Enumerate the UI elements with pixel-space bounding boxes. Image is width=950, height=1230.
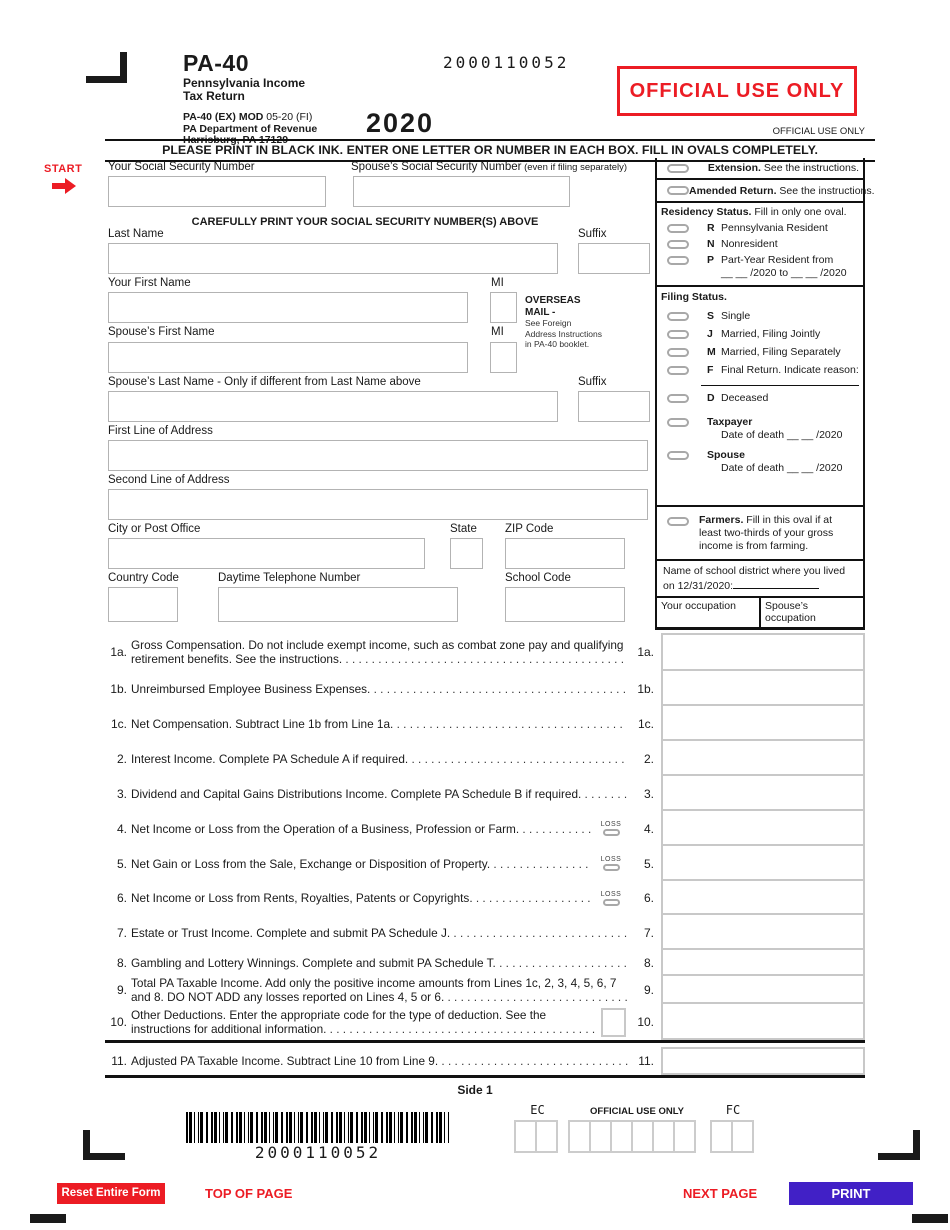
line-5-amount-input[interactable] — [661, 844, 865, 881]
line-6-loss — [593, 891, 629, 906]
spouse-ssn-label — [351, 161, 627, 173]
address1-input[interactable] — [108, 440, 648, 471]
country-code-label: Country Code — [108, 572, 179, 584]
line-text: Net Compensation. Subtract Line 1b from Line 1a. . . . — [131, 717, 629, 731]
deceased-code: D — [707, 392, 715, 404]
overseas-title-line1: OVERSEAS — [525, 295, 581, 306]
line-8-amount-input[interactable] — [661, 948, 865, 976]
fc-box-1[interactable] — [710, 1120, 733, 1153]
line-ref: 8. — [643, 956, 654, 970]
line-text: Net Income or Loss from the Operation of a Business, Profession or Farm. . . . — [131, 822, 593, 836]
spouse-mi-input[interactable] — [490, 342, 517, 373]
form-revision-suffix: 05-20 (FI) — [263, 111, 313, 123]
mi-label: MI — [491, 277, 504, 289]
school-district-line2-wrap — [663, 579, 857, 594]
form-line-4 — [105, 811, 865, 846]
line-ref: 1b. — [637, 681, 654, 696]
line-number: 4. — [116, 821, 127, 836]
line-9-amount-input[interactable] — [661, 974, 865, 1004]
overseas-mail-note — [525, 295, 640, 350]
extension-label: Extension. — [707, 162, 761, 174]
spouse-first-name-input[interactable] — [108, 342, 468, 373]
line-number: 9. — [116, 983, 127, 997]
form-revision — [183, 112, 317, 124]
line-2-amount-input[interactable] — [661, 739, 865, 776]
official-use-box-5[interactable] — [652, 1120, 675, 1153]
official-use-box-4[interactable] — [631, 1120, 654, 1153]
start-arrow-icon — [52, 183, 66, 189]
line-ref: 4. — [643, 821, 654, 836]
filing-m-code: M — [707, 346, 716, 358]
form-line-7 — [105, 915, 865, 950]
filing-option-j — [657, 328, 863, 340]
residency-title — [661, 206, 863, 218]
form-line-8 — [105, 950, 865, 976]
side-label: Side 1 — [457, 1083, 493, 1097]
official-use-cells-label: OFFICIAL USE ONLY — [590, 1106, 684, 1117]
spouse-date-of-death[interactable]: Date of death __ __ /2020 — [721, 462, 843, 474]
residency-title-bold: Residency Status. — [661, 206, 752, 218]
farmers-oval[interactable] — [667, 517, 689, 526]
ssn-caution-text: CAREFULLY PRINT YOUR SOCIAL SECURITY NUMBER(S) ABOVE — [191, 216, 539, 228]
filing-status-block — [657, 287, 863, 507]
line-text: Other Deductions. Enter the appropriate code for the type of deduction. See the instructions for additional information. . . . — [131, 1008, 601, 1036]
spouse-occupation-label: Spouse’s occupation — [765, 600, 816, 624]
official-use-box-2[interactable] — [589, 1120, 612, 1153]
official-use-only-small: OFFICIAL USE ONLY — [772, 126, 865, 137]
form-code: PA-40 — [183, 50, 249, 76]
form-line-1b — [105, 671, 865, 706]
extension-oval[interactable] — [667, 164, 689, 173]
line-ref: 6. — [643, 891, 654, 905]
part-year-dates[interactable]: __ __ /2020 to __ __ /2020 — [721, 267, 847, 279]
line-number: 3. — [116, 786, 127, 801]
school-district-input-line[interactable] — [733, 579, 819, 589]
form-title-line1: Pennsylvania Income — [183, 76, 306, 90]
line-6-loss-oval[interactable] — [603, 899, 620, 906]
amended-return-row — [657, 180, 875, 203]
spouse-deceased-option — [657, 449, 863, 461]
form-line-5 — [105, 846, 865, 881]
official-use-box-1[interactable] — [568, 1120, 591, 1153]
line-text: Net Gain or Loss from the Sale, Exchange or Disposition of Property. . . . — [131, 857, 593, 871]
spouse-ssn-input[interactable] — [353, 176, 570, 207]
line-ref: 10. — [637, 1015, 654, 1029]
residency-n-code: N — [707, 238, 715, 250]
filing-status-title: Filing Status. — [661, 291, 727, 303]
page-edge-mark-left — [30, 1214, 66, 1223]
address1-label: First Line of Address — [108, 425, 213, 437]
country-code-input[interactable] — [108, 587, 178, 622]
corner-mark-bottom-right — [878, 1130, 920, 1160]
ec-box-1[interactable] — [514, 1120, 537, 1153]
line-text: Gambling and Lottery Winnings. Complete and submit PA Schedule T. . . . — [131, 956, 629, 970]
city-label: City or Post Office — [108, 523, 201, 535]
line-text: Adjusted PA Taxable Income. Subtract Line 10 from Line 9. . . . — [131, 1054, 629, 1068]
mi-input[interactable] — [490, 292, 517, 323]
school-code-input[interactable] — [505, 587, 625, 622]
line-text: Estate or Trust Income. Complete and submit PA Schedule J. . . . — [131, 926, 629, 940]
phone-input[interactable] — [218, 587, 458, 622]
your-occupation-label: Your occupation — [661, 600, 736, 612]
overseas-note-line3: in PA-40 booklet. — [525, 339, 590, 349]
taxpayer-deceased-oval[interactable] — [667, 418, 689, 427]
residency-p-oval[interactable] — [667, 256, 689, 265]
line-ref: 11. — [638, 1054, 654, 1068]
line-3-amount-input[interactable] — [661, 774, 865, 811]
line-10-deduction-code-input[interactable] — [601, 1008, 626, 1037]
residency-title-note: Fill in only one oval. — [751, 206, 847, 218]
income-lines-section — [105, 633, 865, 1078]
school-code-label: School Code — [505, 572, 571, 584]
corner-mark-top-left — [86, 52, 127, 83]
barcode-number: 2000110052 — [254, 1143, 382, 1162]
taxpayer-deceased-option — [657, 416, 863, 428]
extension-row — [657, 158, 863, 180]
line-number: 11. — [111, 1054, 127, 1068]
farmers-label: Farmers. — [699, 514, 744, 526]
farmers-text — [699, 514, 854, 559]
amended-return-text — [689, 185, 879, 197]
line-ref: 1c. — [637, 716, 654, 731]
line-text: Dividend and Capital Gains Distributions Income. Complete PA Schedule B if required. . . . — [131, 787, 629, 801]
spouse-last-name-input[interactable] — [108, 391, 558, 422]
address2-input[interactable] — [108, 489, 648, 520]
final-return-reason-line[interactable] — [701, 385, 859, 386]
first-name-label: Your First Name — [108, 277, 191, 289]
amended-return-note: See the instructions. — [776, 184, 875, 197]
filing-j-code: J — [707, 328, 713, 340]
line-ref: 9. — [643, 983, 654, 997]
deceased-label: Deceased — [721, 392, 769, 404]
overseas-title-line2: MAIL - — [525, 306, 556, 318]
line-ref: 7. — [643, 925, 654, 940]
residency-p-label: Part-Year Resident from — [721, 254, 834, 266]
filing-option-f — [657, 364, 863, 376]
line-10-amount-input[interactable] — [661, 1002, 865, 1040]
official-use-only-box — [617, 66, 857, 116]
form-title-line2: Tax Return — [183, 89, 245, 103]
form-line-3 — [105, 776, 865, 811]
overseas-note-line1: See Foreign — [525, 318, 572, 328]
spouse-ssn-note: (even if filing separately) — [521, 162, 628, 173]
reset-entire-form-button[interactable]: Reset Entire Form — [57, 1183, 165, 1204]
taxpayer-label: Taxpayer — [707, 416, 753, 428]
spouse-deceased-oval[interactable] — [667, 451, 689, 460]
address2-label: Second Line of Address — [108, 474, 230, 486]
zip-input[interactable] — [505, 538, 625, 569]
residency-n-oval[interactable] — [667, 240, 689, 249]
occupation-row — [657, 598, 863, 630]
section-rule — [105, 1075, 865, 1078]
taxpayer-date-of-death[interactable]: Date of death __ __ /2020 — [721, 429, 843, 441]
zip-label: ZIP Code — [505, 523, 554, 535]
extension-note: See the instructions. — [760, 162, 859, 174]
official-use-only-text: OFFICIAL USE ONLY — [629, 79, 845, 102]
document-number-top: 2000110052 — [443, 53, 570, 72]
loss-label: LOSS — [600, 890, 622, 898]
city-input[interactable] — [108, 538, 425, 569]
top-of-page-link[interactable]: TOP OF PAGE — [205, 1186, 293, 1201]
barcode — [186, 1112, 450, 1143]
line-4-loss — [593, 821, 629, 836]
line-4-amount-input[interactable] — [661, 809, 865, 846]
form-line-2 — [105, 741, 865, 776]
residency-p-code: P — [707, 254, 715, 266]
next-page-link[interactable]: NEXT PAGE — [683, 1186, 758, 1201]
line-6-amount-input[interactable] — [661, 879, 865, 915]
line-ref: 2. — [643, 751, 654, 766]
identity-section — [105, 158, 655, 630]
your-ssn-input[interactable] — [108, 176, 326, 207]
overseas-note-line2: Address Instructions — [525, 328, 603, 339]
line-text: Total PA Taxable Income. Add only the positive income amounts from Lines 1c, 2, 3, 4, 5, 6, 7 and 8. DO NOT ADD any losses reported on Lines 4, 5 or 6. . . . — [131, 976, 629, 1004]
filing-m-label: Married, Filing Separately — [721, 346, 841, 358]
filing-option-d — [657, 392, 863, 404]
form-line-6 — [105, 881, 865, 915]
filing-f-oval[interactable] — [667, 366, 689, 375]
suffix-input[interactable] — [578, 243, 650, 274]
state-label: State — [450, 523, 477, 535]
line-number: 8. — [116, 956, 127, 970]
state-input[interactable] — [450, 538, 483, 569]
fc-box-2[interactable] — [731, 1120, 754, 1153]
line-number: 6. — [116, 891, 127, 905]
school-district-line1: Name of school district where you lived — [663, 565, 846, 577]
spouse-suffix-input[interactable] — [578, 391, 650, 422]
print-instructions-banner: PLEASE PRINT IN BLACK INK. ENTER ONE LETTER OR NUMBER IN EACH BOX. FILL IN OVALS COMPLETELY. — [105, 139, 875, 162]
official-use-box-6[interactable] — [673, 1120, 696, 1153]
line-11-amount-input[interactable] — [661, 1047, 865, 1075]
line-7-amount-input[interactable] — [661, 913, 865, 950]
farmers-block — [657, 507, 863, 561]
amended-return-label: Amended Return. — [689, 184, 777, 197]
ec-boxes — [514, 1120, 558, 1153]
residency-r-label: Pennsylvania Resident — [721, 222, 828, 234]
spouse-deceased-label: Spouse — [707, 449, 745, 461]
filing-option-s — [657, 310, 863, 322]
your-ssn-label: Your Social Security Number — [108, 161, 255, 173]
fc-boxes — [710, 1120, 754, 1153]
residency-option-r — [657, 222, 863, 234]
filing-s-label: Single — [721, 310, 751, 322]
ec-box-2[interactable] — [535, 1120, 558, 1153]
form-line-1a — [105, 633, 865, 671]
phone-label: Daytime Telephone Number — [218, 572, 361, 584]
filing-j-label: Married, Filing Jointly — [721, 328, 821, 340]
line-5-loss — [593, 856, 629, 871]
filing-s-code: S — [707, 310, 715, 322]
tax-year: 2020 — [366, 108, 435, 138]
line-number: 1b. — [110, 681, 127, 696]
loss-label: LOSS — [600, 856, 622, 863]
spouse-suffix-label: Suffix — [578, 376, 607, 388]
official-use-boxes — [568, 1120, 696, 1153]
your-occupation-field[interactable] — [657, 598, 761, 627]
filing-s-oval[interactable] — [667, 312, 689, 321]
line-number: 1c. — [110, 716, 127, 731]
line-number: 10. — [110, 1015, 127, 1029]
residency-option-p — [657, 254, 863, 266]
school-district-line2: on 12/31/2020: — [663, 579, 734, 592]
line-text: Gross Compensation. Do not include exempt income, such as combat zone pay and qualifying retirement benefits. See the instructions. . . . — [131, 638, 629, 666]
line-text: Net Income or Loss from Rents, Royalties, Patents or Copyrights. . . . — [131, 891, 593, 905]
corner-mark-bottom-left — [83, 1130, 125, 1160]
filing-m-oval[interactable] — [667, 348, 689, 357]
amended-return-oval[interactable] — [667, 186, 689, 195]
loss-label: LOSS — [600, 821, 622, 828]
fc-label: FC — [725, 1103, 741, 1117]
line-ref: 1a. — [637, 645, 654, 659]
line-1b-amount-input[interactable] — [661, 669, 865, 706]
filing-f-code: F — [707, 364, 714, 376]
first-name-input[interactable] — [108, 292, 468, 323]
residency-r-code: R — [707, 222, 715, 234]
print-button[interactable]: PRINT — [789, 1182, 913, 1205]
residency-status-block — [657, 203, 863, 287]
line-ref: 3. — [643, 786, 654, 801]
deceased-oval[interactable] — [667, 394, 689, 403]
line-number: 1a. — [110, 645, 127, 659]
ec-label: EC — [530, 1103, 545, 1117]
suffix-label: Suffix — [578, 228, 607, 240]
status-panel — [655, 158, 875, 630]
filing-j-oval[interactable] — [667, 330, 689, 339]
line-1a-amount-input[interactable] — [661, 633, 865, 671]
line-1c-amount-input[interactable] — [661, 704, 865, 741]
form-line-9 — [105, 976, 865, 1004]
spouse-first-name-label: Spouse’s First Name — [108, 326, 215, 338]
line-text: Unreimbursed Employee Business Expenses. . . . — [131, 682, 629, 696]
form-line-11 — [105, 1047, 865, 1075]
residency-option-n — [657, 238, 863, 250]
school-district-block — [657, 561, 863, 598]
official-use-box-3[interactable] — [610, 1120, 633, 1153]
line-5-loss-oval[interactable] — [603, 864, 620, 871]
form-revision-code: PA-40 (EX) MOD — [183, 111, 264, 123]
last-name-label: Last Name — [108, 228, 164, 240]
start-label: START — [44, 163, 83, 175]
farmers-note: Fill in this oval if at least two-thirds of your gross income is from farming. — [699, 514, 834, 552]
residency-n-label: Nonresident — [721, 238, 778, 250]
line-4-loss-oval[interactable] — [603, 829, 620, 836]
extension-text — [689, 162, 863, 174]
spouse-occupation-field[interactable] — [761, 598, 863, 627]
spouse-ssn-label-text: Spouse’s Social Security Number — [351, 161, 522, 173]
line-number: 7. — [116, 925, 127, 940]
form-line-1c — [105, 706, 865, 741]
line-ref: 5. — [643, 856, 654, 871]
line-number: 5. — [116, 856, 127, 871]
dept-line1: PA Department of Revenue — [183, 122, 318, 135]
line-number: 2. — [116, 751, 127, 766]
form-line-10 — [105, 1004, 865, 1040]
form-header — [183, 50, 317, 147]
last-name-input[interactable] — [108, 243, 558, 274]
residency-r-oval[interactable] — [667, 224, 689, 233]
spouse-mi-label: MI — [491, 326, 504, 338]
filing-option-m — [657, 346, 863, 358]
spouse-last-name-label: Spouse’s Last Name - Only if different from Last Name above — [108, 376, 421, 388]
dept-line2: Harrisburg, PA 17129 — [183, 134, 289, 146]
filing-f-label: Final Return. Indicate reason: — [721, 364, 859, 376]
page-edge-mark-right — [912, 1214, 948, 1223]
line-text: Interest Income. Complete PA Schedule A if required. . . . — [131, 752, 629, 766]
